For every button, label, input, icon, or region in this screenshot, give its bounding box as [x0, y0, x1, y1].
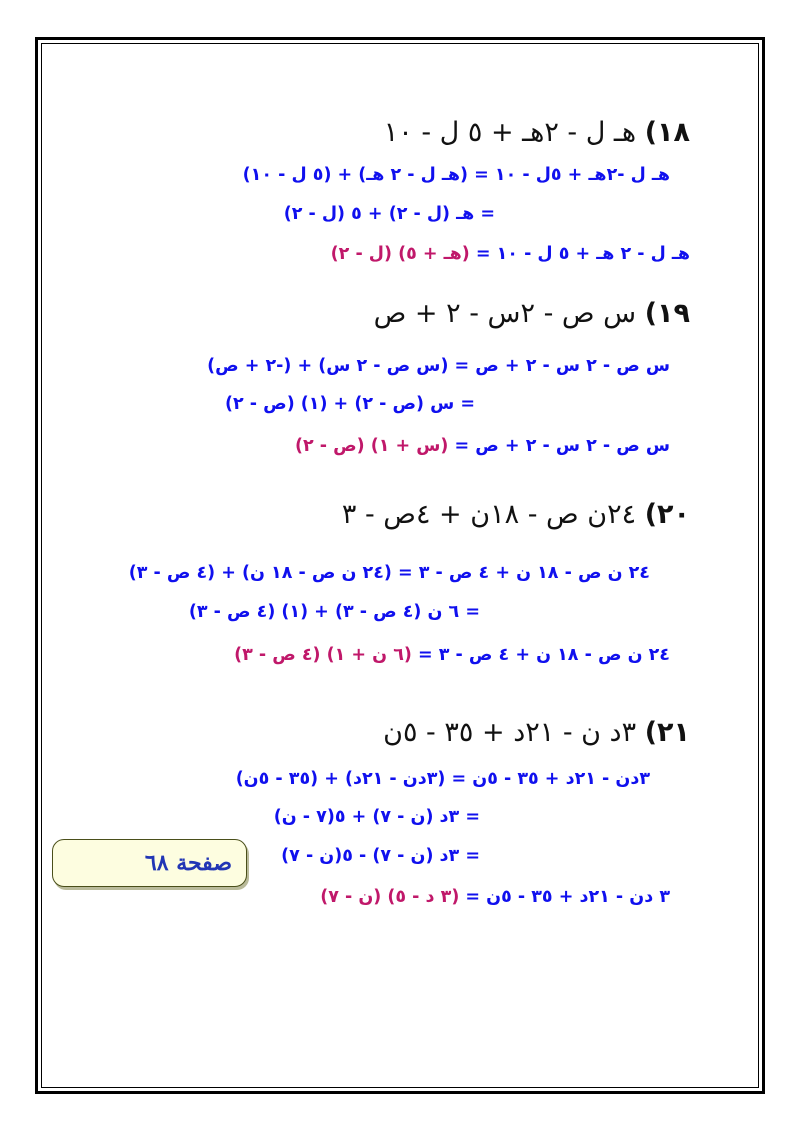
problem-18-heading: [384, 117, 690, 148]
problem-expression: هـ ل - ٢هـ + ٥ ل - ١٠: [383, 117, 637, 148]
problem-expression: س ص - ٢س - ٢ + ص: [373, 298, 637, 329]
problem-number: ٢٠): [644, 499, 690, 530]
solution-step-final: [295, 436, 670, 456]
solution-step: = هـ (ل - ٢) + ٥ (ل - ٢): [283, 204, 495, 224]
solution-step: ٣دن - ٢١د + ٣٥ - ٥ن = (٣دن - ٢١د) + (٣٥ - ٥ن): [235, 769, 650, 789]
problem-expression: ٢٤ن ص - ١٨ن + ٤ص - ٣: [341, 499, 637, 530]
problem-21-heading: [383, 717, 690, 748]
problem-20-heading: [342, 499, 690, 530]
factored-result: (٣ د - ٥) (ن - ٧): [320, 887, 460, 907]
solution-step: = ٣د (ن - ٧) - ٥(ن - ٧): [281, 846, 480, 866]
final-step-lhs: س ص - ٢ س - ٢ + ص =: [448, 436, 670, 456]
solution-step-final: [320, 887, 670, 907]
solution-step-final: [234, 645, 670, 665]
solution-step: = ٦ ن (٤ ص - ٣) + (١) (٤ ص - ٣): [188, 602, 480, 622]
factored-result: (٦ ن + ١) (٤ ص - ٣): [234, 645, 412, 665]
solution-step: ٢٤ ن ص - ١٨ ن + ٤ ص - ٣ = (٢٤ ن ص - ١٨ ن) + (٤ ص - ٣): [128, 563, 650, 583]
factored-result: (هـ + ٥) (ل - ٢): [330, 244, 470, 264]
solution-step: هـ ل -٢هـ + ٥ل - ١٠ = (هـ ل - ٢ هـ) + (٥ ل - ١٠): [242, 165, 670, 185]
final-step-lhs: ٢٤ ن ص - ١٨ ن + ٤ ص - ٣ =: [411, 645, 670, 665]
problem-number: ٢١): [644, 717, 690, 748]
problem-number: ١٩): [644, 298, 690, 329]
solution-step: س ص - ٢ س - ٢ + ص = (س ص - ٢ س) + (-٢ + ص): [207, 356, 670, 376]
factored-result: (س + ١) (ص - ٢): [294, 436, 449, 456]
problem-expression: ٣د ن - ٢١د + ٣٥ - ٥ن: [383, 717, 637, 748]
page-number-label: صفحة ٦٨: [144, 850, 232, 876]
solution-step: = ٣د (ن - ٧) + ٥(٧ - ن): [273, 807, 480, 827]
problem-19-heading: [374, 298, 690, 329]
final-step-lhs: ٣ دن - ٢١د + ٣٥ - ٥ن =: [459, 887, 670, 907]
problem-number: ١٨): [644, 117, 690, 148]
solution-step: = س (ص - ٢) + (١) (ص - ٢): [225, 394, 475, 414]
solution-step-final: [331, 244, 690, 264]
final-step-lhs: هـ ل - ٢ هـ + ٥ ل - ١٠ =: [469, 244, 690, 264]
